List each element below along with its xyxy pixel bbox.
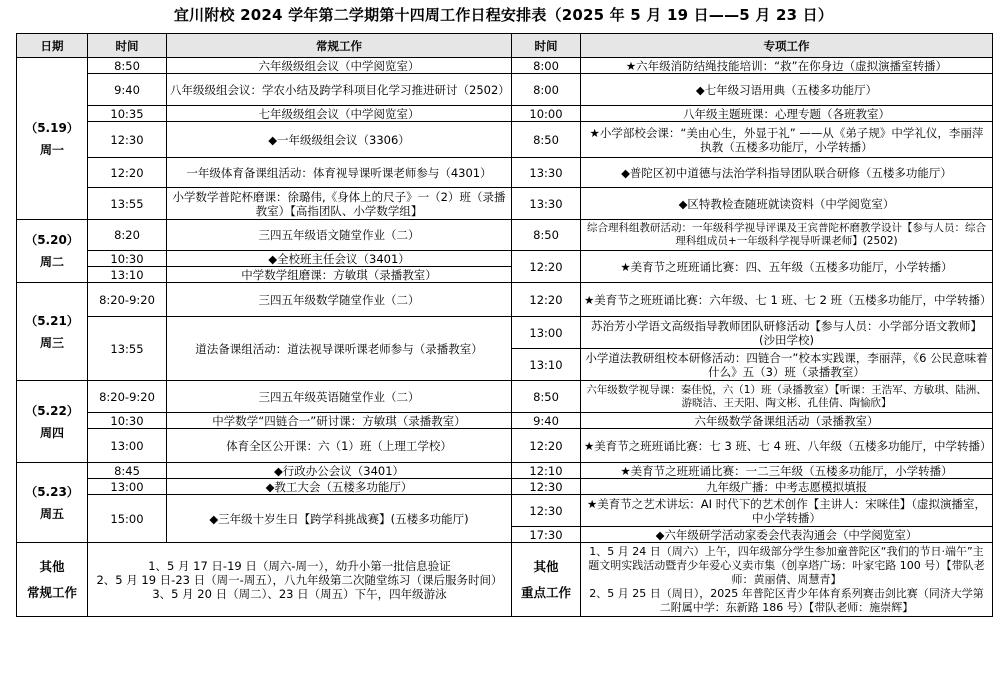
day-cell	[17, 283, 88, 381]
list-item: 2、5 月 19 日-23 日（周一-周五），八九年级第二次随堂练习（课后服务时间）	[96, 572, 503, 587]
special-task: 八年级主题班课：心理专题（各班教室）	[581, 106, 993, 122]
header-regular-work: 常规工作	[167, 34, 512, 58]
regular-time: 10:30	[88, 413, 167, 429]
special-task: ★美育节之班班诵比赛：四、五年级（五楼多功能厅，小学转播）	[581, 251, 993, 283]
table-row-other	[17, 543, 993, 617]
regular-task: ◆行政办公会议（3401）	[167, 463, 512, 479]
table-row	[17, 429, 993, 463]
regular-task: ◆一年级级组会议（3306）	[167, 122, 512, 158]
regular-task: ◆三年级十岁生日【跨学科挑战赛】(五楼多功能厅)	[167, 495, 512, 543]
special-task: 九年级广播：中考志愿模拟填报	[581, 479, 993, 495]
special-time: 8:50	[512, 381, 581, 413]
day-cell	[17, 220, 88, 283]
special-time: 9:40	[512, 413, 581, 429]
regular-task: 三四五年级语文随堂作业（二）	[167, 220, 512, 251]
special-time: 10:00	[512, 106, 581, 122]
table-header-row	[17, 34, 993, 58]
special-task: ★美育节之班班诵比赛：七 3 班、七 4 班、八年级（五楼多功能厅，中学转播）	[581, 429, 993, 463]
day-date: （5.20）	[25, 233, 79, 247]
table-row	[17, 220, 993, 251]
special-time: 12:20	[512, 429, 581, 463]
table-row	[17, 106, 993, 122]
day-date: （5.21）	[25, 313, 79, 328]
other-regular-label-1: 其他	[39, 558, 65, 574]
regular-task: 七年级级组会议（中学阅览室）	[167, 106, 512, 122]
regular-task: 八年级级组会议：学农小结及跨学科项目化学习推进研讨（2502）	[167, 74, 512, 106]
list-item: 1、5 月 24 日（周六）上午，四年级部分学生参加童普陀区“我们的节日·端午”主题文明实践活动暨青少年爱心义卖市集（创享塔广场：叶家宅路 100 号）【带队老师：黄丽倩、周慧青】	[588, 544, 985, 586]
regular-time: 13:55	[88, 317, 167, 381]
special-time: 12:10	[512, 463, 581, 479]
regular-task: 中学数学组磨课：方敏琪（录播教室）	[167, 267, 512, 283]
regular-time: 8:20-9:20	[88, 381, 167, 413]
regular-time: 10:30	[88, 251, 167, 267]
other-key-list	[581, 543, 993, 617]
table-row	[17, 381, 993, 413]
day-weekday: 周三	[39, 335, 64, 350]
page-title: 宜川附校 2024 学年第二学期第十四周工作日程安排表（2025 年 5 月 19 日——5 月 23 日）	[173, 6, 834, 24]
special-task: ★美育节之班班诵比赛：一二三年级（五楼多功能厅，小学转播）	[581, 463, 993, 479]
regular-task: 三四五年级数学随堂作业（二）	[167, 283, 512, 317]
special-time: 12:30	[512, 479, 581, 495]
regular-task: 道法备课组活动：道法视导课听课老师参与（录播教室）	[167, 317, 512, 381]
list-item: 3、5 月 20 日（周二）、23 日（周五）下午，四年级游泳	[152, 586, 447, 601]
table-row	[17, 413, 993, 429]
special-task: ◆区特教检查随班就读资料（中学阅览室）	[581, 188, 993, 220]
special-task: ◆七年级习语用典（五楼多功能厅）	[581, 74, 993, 106]
regular-time: 8:20-9:20	[88, 283, 167, 317]
header-special-work: 专项工作	[581, 34, 993, 58]
regular-task: 六年级级组会议（中学阅览室）	[167, 58, 512, 74]
special-time: 8:50	[512, 220, 581, 251]
special-time: 8:50	[512, 122, 581, 158]
regular-time: 8:50	[88, 58, 167, 74]
day-cell	[17, 381, 88, 463]
special-task: 综合理科组教研活动：一年级科学视导评课及王宾普陀杯磨教学设计【参与人员：综合理科组成员+一年级科学视导听课老师】(2502)	[581, 220, 993, 251]
other-regular-label-2: 常规工作	[26, 584, 77, 600]
special-task: 苏治芳小学语文高级指导教师团队研修活动【参与人员：小学部分语文教师】(沙田学校)	[581, 317, 993, 349]
table-row	[17, 58, 993, 74]
header-date: 日期	[17, 34, 88, 58]
other-regular-list	[88, 543, 512, 617]
day-date: （5.19）	[25, 120, 79, 135]
day-cell	[17, 58, 88, 220]
special-task: ◆普陀区初中道德与法治学科指导团队联合研修（五楼多功能厅）	[581, 158, 993, 188]
schedule-table	[16, 33, 993, 617]
special-time: 13:30	[512, 188, 581, 220]
special-task: ★小学部校会课：“美由心生，外显于礼” ——从《弟子规》中学礼仪，李丽萍执教（五楼多功能厅，小学转播）	[581, 122, 993, 158]
regular-task: ◆教工大会（五楼多功能厅）	[167, 479, 512, 495]
header-time: 时间	[88, 34, 167, 58]
special-time: 17:30	[512, 527, 581, 543]
other-regular-label	[17, 543, 88, 617]
special-task: ◆六年级研学活动家委会代表沟通会（中学阅览室）	[581, 527, 993, 543]
list-item: 1、5 月 17 日-19 日（周六-周一），幼升小第一批信息验证	[148, 558, 451, 573]
list-item: 2、5 月 25 日（周日），2025 年普陀区青少年体育系列赛击剑比赛（同济大学第二附属中学：东新路 186 号）【带队老师：施崇辉】	[589, 586, 984, 614]
table-row	[17, 283, 993, 317]
table-row	[17, 251, 993, 267]
special-time: 12:30	[512, 495, 581, 527]
special-time: 13:10	[512, 349, 581, 381]
special-task: 六年级数学视导课：秦佳悦，六（1）班（录播教室）【听课：王浩军、方敏琪、陆洲、游晓洁、王天阳、陶文彬、孔佳倩、陶愉欣】	[581, 381, 993, 413]
day-weekday: 周二	[39, 255, 64, 269]
regular-time: 13:00	[88, 479, 167, 495]
table-row	[17, 74, 993, 106]
regular-time: 13:00	[88, 429, 167, 463]
special-time: 8:00	[512, 58, 581, 74]
table-row	[17, 122, 993, 158]
regular-task: 一年级体育备课组活动：体育视导课听课老师参与（4301）	[167, 158, 512, 188]
regular-task: 中学数学“四链合一”研讨课：方敏琪（录播教室）	[167, 413, 512, 429]
regular-time: 12:30	[88, 122, 167, 158]
special-time: 12:20	[512, 251, 581, 283]
other-key-label-2: 重点工作	[520, 584, 571, 600]
regular-time: 8:45	[88, 463, 167, 479]
day-date: （5.22）	[25, 403, 79, 418]
special-time: 13:00	[512, 317, 581, 349]
table-row	[17, 317, 993, 349]
special-time: 12:20	[512, 283, 581, 317]
table-row	[17, 158, 993, 188]
special-task: 小学道法教研组校本研修活动：四链合一”校本实践课，李丽萍，《6 公民意味着什么》五（3）班（录播教室）	[581, 349, 993, 381]
special-time: 8:00	[512, 74, 581, 106]
regular-task: 体育全区公开课：六（1）班（上理工学校）	[167, 429, 512, 463]
regular-time: 12:20	[88, 158, 167, 188]
regular-task: ◆全校班主任会议（3401）	[167, 251, 512, 267]
special-task: ★美育节之艺术讲坛：AI 时代下的艺术创作【主讲人：宋咪佳】（虚拟演播室，中小学转播）	[581, 495, 993, 527]
regular-time: 13:55	[88, 188, 167, 220]
day-date: （5.23）	[25, 484, 79, 499]
other-key-label	[512, 543, 581, 617]
table-row	[17, 479, 993, 495]
regular-time: 13:10	[88, 267, 167, 283]
special-task: ★美育节之班班诵比赛：六年级、七 1 班、七 2 班（五楼多功能厅，中学转播）	[581, 283, 993, 317]
day-weekday: 周五	[39, 506, 64, 521]
special-task: 六年级数学备课组活动（录播教室）	[581, 413, 993, 429]
day-cell	[17, 463, 88, 543]
regular-time: 15:00	[88, 495, 167, 543]
day-weekday: 周一	[39, 142, 64, 157]
regular-time: 9:40	[88, 74, 167, 106]
regular-task: 三四五年级英语随堂作业（二）	[167, 381, 512, 413]
special-time: 13:30	[512, 158, 581, 188]
table-row	[17, 463, 993, 479]
table-row	[17, 495, 993, 527]
regular-task: 小学数学普陀杯磨课：徐璐伟,《身体上的尺子》一（2）班（录播教室）【高指团队、小学数学组】	[167, 188, 512, 220]
header-time-2: 时间	[512, 34, 581, 58]
table-row	[17, 188, 993, 220]
regular-time: 8:20	[88, 220, 167, 251]
day-weekday: 周四	[39, 425, 64, 440]
regular-time: 10:35	[88, 106, 167, 122]
other-key-label-1: 其他	[533, 558, 559, 574]
special-task: ★六年级消防结绳技能培训：“救”在你身边（虚拟演播室转播）	[581, 58, 993, 74]
